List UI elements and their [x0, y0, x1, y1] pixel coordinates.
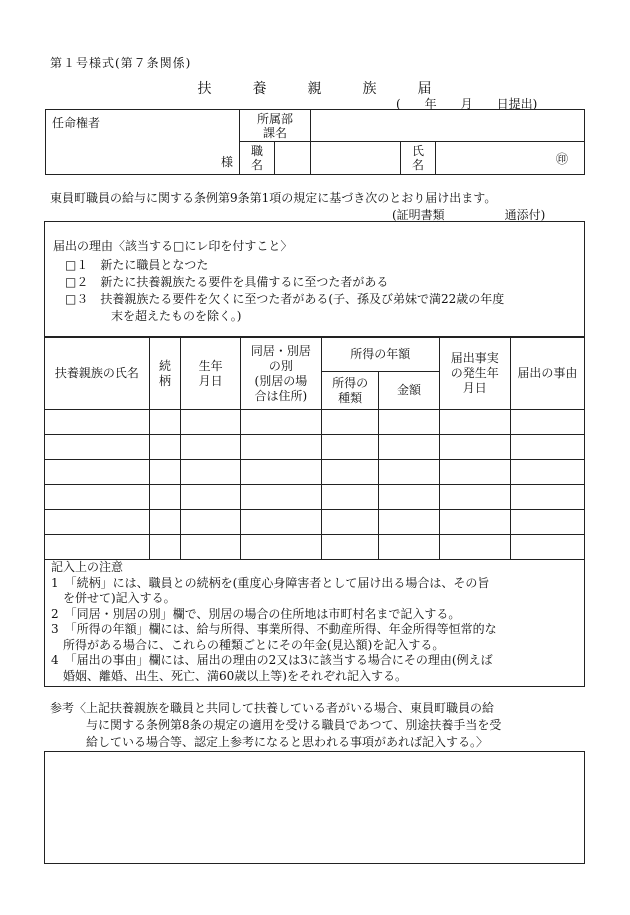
title-char: 族 — [362, 81, 378, 97]
table-cell[interactable] — [379, 485, 439, 510]
table-cell[interactable] — [321, 535, 378, 560]
table-cell[interactable] — [149, 510, 181, 535]
note-text: 「同居・別居の別」欄で、別居の場合の住所地は市町村名まで記入する。 — [70, 606, 461, 621]
name-label-cell — [401, 142, 436, 175]
table-cell[interactable] — [45, 510, 150, 535]
table-cell[interactable] — [181, 510, 240, 535]
reference-line-3: 給している場合等、認定上参考になると思われる事項があれば記入する。〉 — [86, 735, 489, 749]
table-cell[interactable] — [321, 510, 378, 535]
note-number: 1 — [51, 575, 59, 590]
reference-line-1: 参考〈上記扶養親族を職員と共同して扶養している者がいる場合、東員町職員の給 — [50, 701, 495, 715]
table-cell[interactable] — [510, 535, 584, 560]
table-cell[interactable] — [240, 535, 321, 560]
table-cell[interactable] — [439, 410, 510, 435]
seal-icon: ㊞ — [555, 151, 568, 166]
note-item — [51, 622, 579, 638]
table-cell[interactable] — [181, 460, 240, 485]
note-text: 「続柄」には、職員との続柄を(重度心身障害者として届け出る場合は、その旨 — [70, 575, 490, 590]
table-cell[interactable] — [149, 535, 181, 560]
name-field[interactable] — [436, 142, 585, 175]
table-cell[interactable] — [45, 435, 150, 460]
table-cell[interactable] — [510, 410, 584, 435]
table-cell[interactable] — [510, 435, 584, 460]
table-cell[interactable] — [510, 510, 584, 535]
name-label-1: 氏 — [411, 144, 424, 158]
table-cell[interactable] — [439, 460, 510, 485]
reason-option-2[interactable]: □２ 新たに扶養親族たる要件を具備するに至つた者がある — [65, 275, 389, 289]
notes-box — [44, 557, 585, 687]
table-cell[interactable] — [181, 435, 240, 460]
note-item-cont: 所得がある場合に、これらの種類ごとにその年金(見込額)を記入する。 — [63, 637, 445, 652]
table-cell[interactable] — [510, 485, 584, 510]
post-field-ext[interactable] — [311, 142, 401, 175]
table-cell[interactable] — [45, 410, 150, 435]
title-char: 扶 — [197, 81, 213, 97]
table-cell[interactable] — [439, 510, 510, 535]
post-label-cell — [240, 142, 274, 174]
post-area — [240, 142, 311, 175]
col-residence-header: 同居・別居 の別 (別居の場 合は住所) — [240, 338, 321, 410]
statement-line-1: 東員町職員の給与に関する条例第9条第1項の規定に基づき次のとおり届け出ます。 — [50, 191, 497, 205]
table-cell[interactable] — [379, 460, 439, 485]
col-reason-header: 届出の事由 — [510, 338, 584, 410]
title-char: 届 — [417, 81, 433, 97]
table-cell[interactable] — [240, 460, 321, 485]
title-char: 親 — [307, 81, 323, 97]
table-row — [45, 435, 585, 460]
table-cell[interactable] — [321, 485, 378, 510]
col-event-date-header: 届出事実 の発生年 月日 — [439, 338, 510, 410]
note-text: 「届出の事由」欄には、届出の理由の2又は3に該当する場合にその理由(例えば — [70, 653, 493, 667]
reason-box — [44, 221, 585, 337]
table-cell[interactable] — [45, 460, 150, 485]
table-cell[interactable] — [149, 410, 181, 435]
table-cell[interactable] — [321, 435, 378, 460]
table-cell[interactable] — [149, 460, 181, 485]
table-cell[interactable] — [379, 410, 439, 435]
submit-date: ( 年 月 日提出) — [396, 97, 538, 111]
table-cell[interactable] — [181, 535, 240, 560]
dept-label-cell — [240, 110, 311, 142]
table-cell[interactable] — [45, 485, 150, 510]
table-cell[interactable] — [321, 460, 378, 485]
statement — [50, 190, 590, 224]
reason-option-3-cont: 末を超えたものを除く。) — [111, 309, 242, 323]
note-item-cont: 婚姻、離婚、出生、死亡、満60歳以上等)をそれぞれ記入する。 — [63, 668, 407, 683]
col-relation-header: 続 柄 — [149, 338, 181, 410]
post-label-1: 職 — [250, 144, 263, 158]
table-cell[interactable] — [379, 435, 439, 460]
table-cell[interactable] — [240, 410, 321, 435]
appointer-label: 任命権者 — [52, 116, 101, 130]
table-row — [45, 535, 585, 560]
reference-box[interactable] — [44, 751, 585, 864]
table-cell[interactable] — [45, 535, 150, 560]
dept-label-2: 課名 — [262, 125, 287, 140]
col-birth-header: 生年 月日 — [181, 338, 240, 410]
table-cell[interactable] — [439, 485, 510, 510]
table-cell[interactable] — [321, 410, 378, 435]
table-cell[interactable] — [149, 485, 181, 510]
table-cell[interactable] — [379, 535, 439, 560]
note-item — [51, 653, 579, 669]
appointer-cell[interactable] — [46, 110, 240, 175]
table-cell[interactable] — [379, 510, 439, 535]
table-cell[interactable] — [181, 410, 240, 435]
title-char: 養 — [252, 81, 268, 97]
header-table — [45, 109, 585, 175]
table-cell[interactable] — [510, 460, 584, 485]
note-number: 4 — [51, 653, 59, 667]
name-label-2: 名 — [411, 158, 424, 172]
table-row — [45, 410, 585, 435]
reference — [50, 700, 590, 751]
table-cell[interactable] — [240, 435, 321, 460]
note-item-cont: を併せて)記入する。 — [63, 591, 176, 605]
note-item — [51, 607, 579, 623]
col-income-header: 所得の年額 — [321, 338, 439, 372]
col-income-type-header: 所得の 種類 — [321, 372, 378, 410]
table-cell[interactable] — [240, 510, 321, 535]
col-income-amount-header: 金額 — [379, 372, 439, 410]
table-cell[interactable] — [439, 535, 510, 560]
sama-label: 様 — [220, 155, 233, 169]
table-row — [45, 485, 585, 510]
note-number: 3 — [51, 622, 59, 636]
reason-option-3[interactable]: □３ 扶養親族たる要件を欠くに至つた者がある(子、孫及び弟妹で満22歳の年度 — [65, 292, 505, 306]
table-cell[interactable] — [149, 435, 181, 460]
note-text: 「所得の年額」欄には、給与所得、事業所得、不動産所得、年金所得等恒常的な — [70, 622, 497, 636]
reason-heading: 届出の理由〈該当する□にレ印を付すこと〉 — [53, 239, 293, 253]
post-field[interactable] — [274, 142, 310, 174]
reason-option-1[interactable]: □１ 新たに職員となつた — [65, 258, 209, 272]
table-cell[interactable] — [181, 485, 240, 510]
reference-line-2: 与に関する条例第8条の規定の適用を受ける職員であつて、別途扶養手当を受 — [86, 718, 502, 732]
dependents-table — [44, 337, 585, 560]
table-row — [45, 460, 585, 485]
dept-label-1: 所属部 — [256, 111, 293, 126]
notes-heading: 記入上の注意 — [51, 560, 124, 574]
note-item — [51, 576, 579, 592]
form-number: 第１号様式(第７条関係) — [50, 56, 192, 70]
table-cell[interactable] — [240, 485, 321, 510]
table-cell[interactable] — [439, 435, 510, 460]
col-name-header: 扶養親族の氏名 — [45, 338, 150, 410]
dept-field[interactable] — [311, 110, 585, 142]
post-label-2: 名 — [250, 158, 263, 172]
statement-line-2: (証明書類 通添付) — [392, 208, 546, 222]
table-row — [45, 510, 585, 535]
note-number: 2 — [51, 606, 59, 621]
